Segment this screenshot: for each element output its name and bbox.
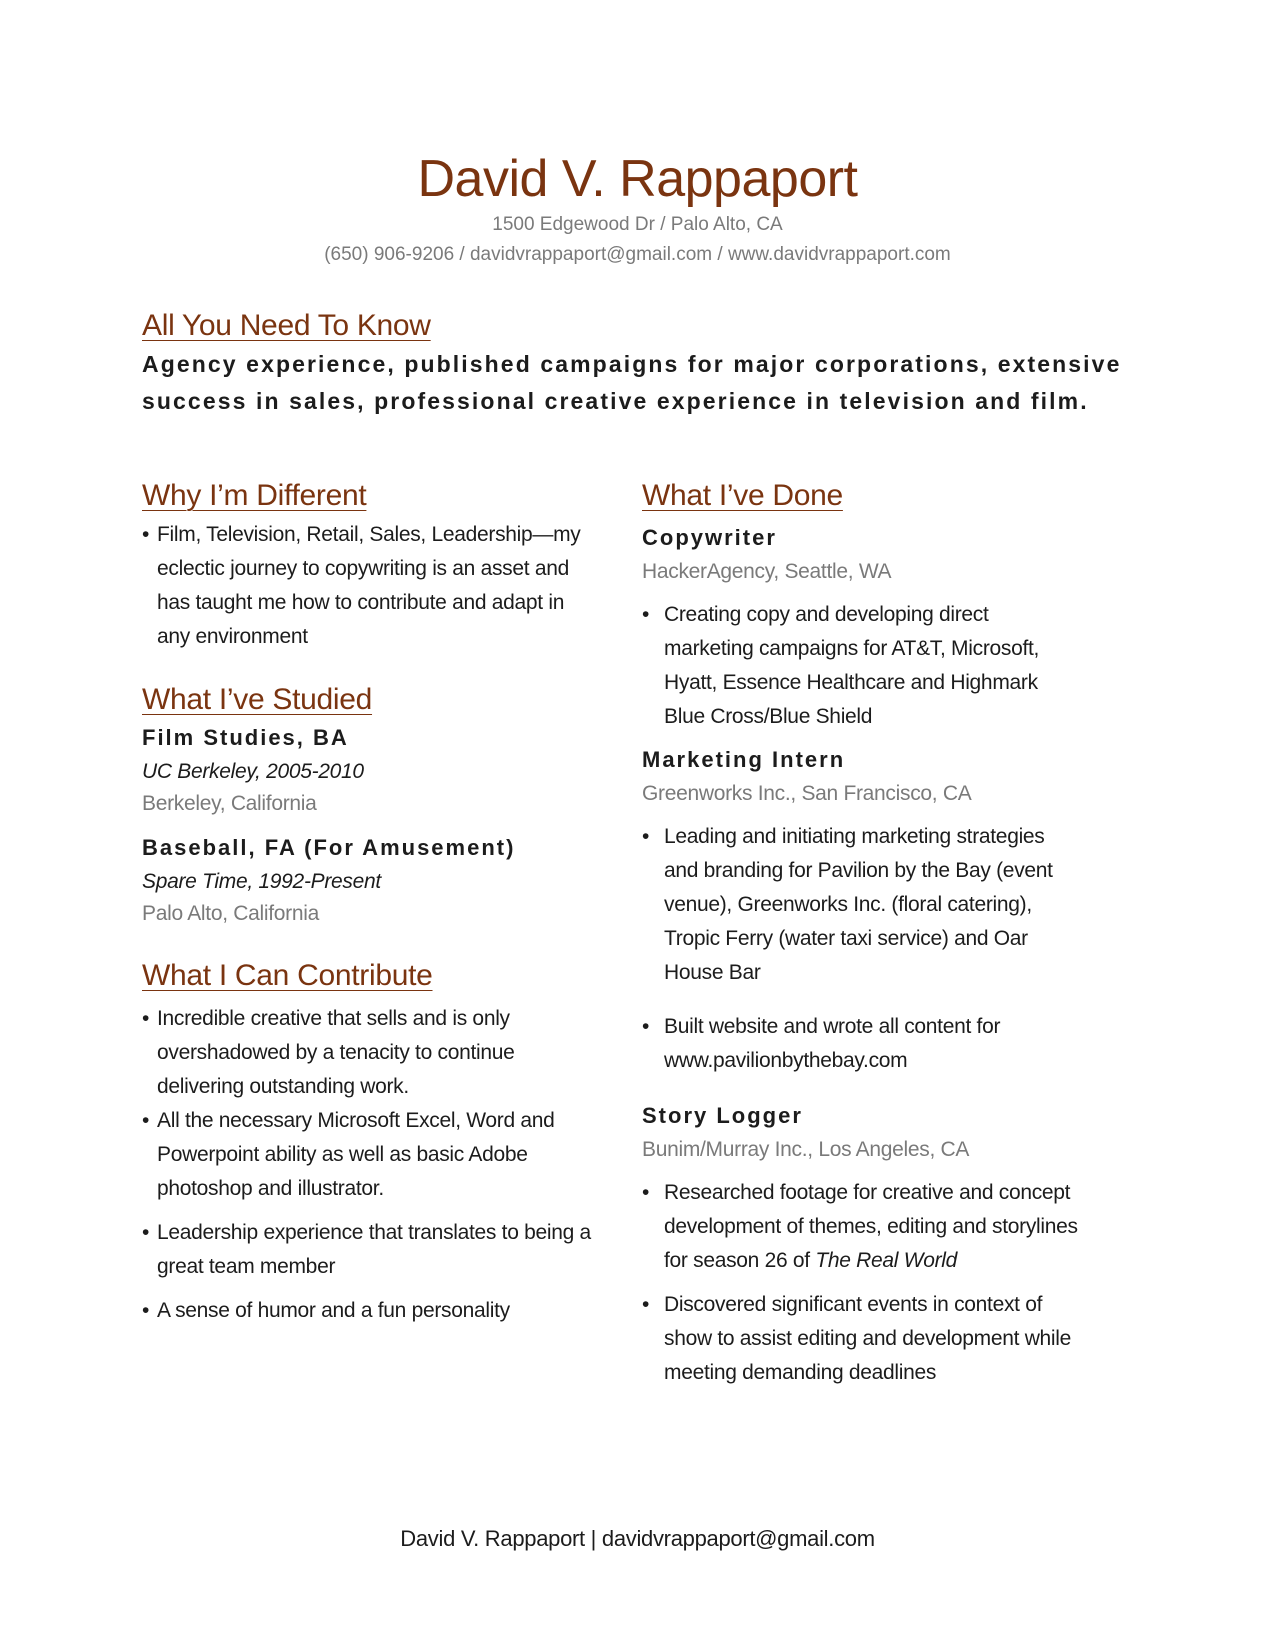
contribute-section xyxy=(142,956,602,1328)
different-title: Why I’m Different xyxy=(142,479,367,512)
job-bullets xyxy=(642,820,1082,1078)
company: Bunim/Murray Inc., Los Angeles, CA xyxy=(642,1138,970,1161)
place: Palo Alto, California xyxy=(142,902,319,925)
address: 1500 Edgewood Dr / Palo Alto, CA xyxy=(492,214,783,235)
show-title: The Real World xyxy=(815,1249,958,1272)
company: Greenworks Inc., San Francisco, CA xyxy=(642,782,972,805)
job-entry xyxy=(642,742,1082,1078)
job-bullets xyxy=(642,1176,1082,1390)
list-item: • All the necessary Microsoft Excel, Word and Powerpoint ability as well as basic Adobe photoshop and illustrator. xyxy=(142,1104,602,1206)
list-item: • Film, Television, Retail, Sales, Leadership—my eclectic journey to copywriting is an asset and has taught me how to contribute and adapt in any environment xyxy=(142,518,602,654)
job-title: Story Logger xyxy=(642,1103,803,1128)
place: Berkeley, California xyxy=(142,792,317,815)
job-entry xyxy=(642,520,1082,734)
summary-section xyxy=(142,306,1142,420)
job-bullets xyxy=(642,598,1082,734)
company: HackerAgency, Seattle, WA xyxy=(642,560,892,583)
right-column xyxy=(642,476,1082,1390)
school: UC Berkeley, 2005-2010 xyxy=(142,760,364,783)
degree: Baseball, FA (For Amusement) xyxy=(142,835,516,860)
list-item: • A sense of humor and a fun personality xyxy=(142,1294,602,1328)
education-entry xyxy=(142,830,602,930)
resume-header xyxy=(0,148,1275,270)
list-item: • Creating copy and developing direct marketing campaigns for AT&T, Microsoft, Hyatt, Essence Healthcare and Highmark Blue Cross/Blue Shield xyxy=(642,598,1082,734)
studied-title: What I’ve Studied xyxy=(142,683,373,716)
list-item xyxy=(642,1176,1082,1278)
contribute-list xyxy=(142,1002,602,1328)
contribute-title: What I Can Contribute xyxy=(142,959,433,992)
job-title: Marketing Intern xyxy=(642,747,846,772)
bullet-text: Researched footage for creative and concept development of themes, editing and storylines for season 26 of xyxy=(664,1181,1078,1272)
list-item: • Leading and initiating marketing strategies and branding for Pavilion by the Bay (event venue), Greenworks Inc. (floral catering), Tropic Ferry (water taxi service) and Oar House Bar xyxy=(642,820,1082,990)
degree: Film Studies, BA xyxy=(142,725,349,750)
summary-title: All You Need To Know xyxy=(142,309,431,342)
summary-line-2: success in sales, professional creative experience in television and film. xyxy=(142,388,1089,414)
school: Spare Time, 1992-Present xyxy=(142,870,381,893)
done-title: What I’ve Done xyxy=(642,479,843,512)
studied-section xyxy=(142,680,602,930)
list-item: • Leadership experience that translates to being a great team member xyxy=(142,1216,602,1284)
summary-line-1: Agency experience, published campaigns for major corporations, extensive xyxy=(142,351,1122,377)
candidate-name: David V. Rappaport xyxy=(417,150,858,208)
job-title: Copywriter xyxy=(642,525,777,550)
education-entry xyxy=(142,720,602,820)
different-list xyxy=(142,518,602,654)
different-section xyxy=(142,476,602,654)
left-column xyxy=(142,476,602,1328)
contact-line: (650) 906-9206 / davidvrappaport@gmail.com / www.davidvrappaport.com xyxy=(324,244,951,265)
page-footer: David V. Rappaport | davidvrappaport@gmail.com xyxy=(400,1526,875,1551)
list-item: • Discovered significant events in context of show to assist editing and development while meeting demanding deadlines xyxy=(642,1288,1082,1390)
list-item: • Built website and wrote all content for www.pavilionbythebay.com xyxy=(642,1010,1082,1078)
list-item: • Incredible creative that sells and is only overshadowed by a tenacity to continue delivering outstanding work. xyxy=(142,1002,602,1104)
job-entry xyxy=(642,1098,1082,1390)
